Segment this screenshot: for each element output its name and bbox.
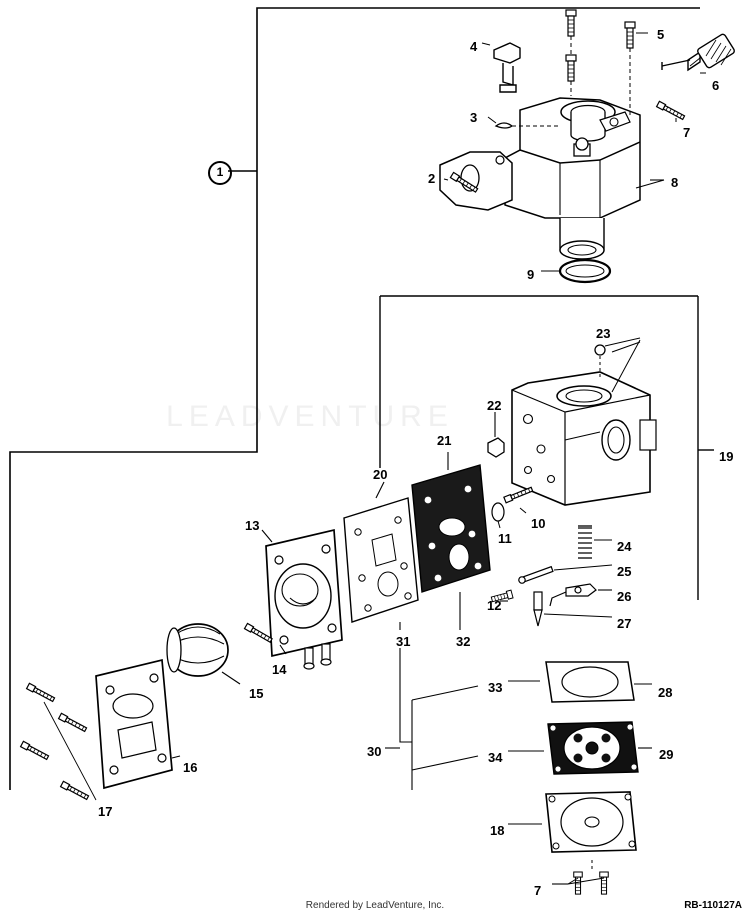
callout-28: 28 bbox=[658, 685, 673, 700]
callout-9: 9 bbox=[527, 267, 535, 282]
callout-34: 34 bbox=[488, 750, 503, 765]
callout-14: 14 bbox=[272, 662, 287, 677]
callout-13: 13 bbox=[245, 518, 260, 533]
callout-30: 30 bbox=[367, 744, 382, 759]
watermark-text: LEADVENTURE bbox=[166, 400, 454, 433]
callout-7-top: 7 bbox=[683, 125, 691, 140]
callout-4: 4 bbox=[470, 39, 478, 54]
callout-16: 16 bbox=[183, 760, 198, 775]
callout-32: 32 bbox=[456, 634, 471, 649]
callout-29: 29 bbox=[659, 747, 674, 762]
callout-19: 19 bbox=[719, 449, 734, 464]
callout-23: 23 bbox=[596, 326, 611, 341]
callout-5: 5 bbox=[657, 27, 665, 42]
callout-10: 10 bbox=[531, 516, 546, 531]
callout-2: 2 bbox=[428, 171, 436, 186]
callout-20: 20 bbox=[373, 467, 388, 482]
callout-7-bottom: 7 bbox=[534, 883, 542, 898]
callout-12: 12 bbox=[487, 598, 502, 613]
callout-31: 31 bbox=[396, 634, 411, 649]
callout-24: 24 bbox=[617, 539, 632, 554]
callout-1: 1 bbox=[208, 161, 232, 185]
callout-22: 22 bbox=[487, 398, 502, 413]
callout-15: 15 bbox=[249, 686, 264, 701]
document-code: RB-110127A bbox=[684, 900, 742, 911]
callout-6: 6 bbox=[712, 78, 720, 93]
callout-27: 27 bbox=[617, 616, 632, 631]
callout-11: 11 bbox=[498, 531, 512, 546]
callout-18: 18 bbox=[490, 823, 505, 838]
callout-8: 8 bbox=[671, 175, 679, 190]
callout-17: 17 bbox=[98, 804, 113, 819]
callout-3: 3 bbox=[470, 110, 478, 125]
callout-26: 26 bbox=[617, 589, 632, 604]
callout-21: 21 bbox=[437, 433, 452, 448]
render-credit: Rendered by LeadVenture, Inc. bbox=[305, 900, 445, 911]
callout-25: 25 bbox=[617, 564, 632, 579]
callout-33: 33 bbox=[488, 680, 503, 695]
